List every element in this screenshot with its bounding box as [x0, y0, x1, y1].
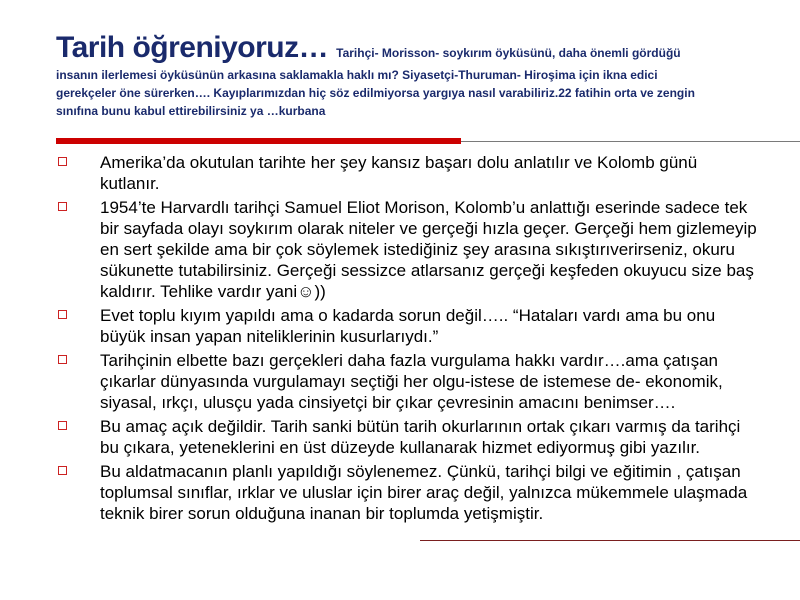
bullet-item-3: [58, 305, 758, 347]
slide-subtitle-inline: Tarihçi- Morisson- soykırım öyküsünü, daha önemli gördüğü: [336, 46, 681, 60]
square-bullet-icon: [58, 157, 67, 166]
decorative-line: [420, 540, 800, 541]
slide-title: Tarih öğreniyoruz…: [56, 31, 329, 64]
bullet-item-5: [58, 416, 758, 458]
title-line: [56, 30, 756, 66]
slide-subtitle-line-3: sınıfına bunu kabul ettirebilirsiniz ya …kurbana: [56, 104, 326, 118]
square-bullet-icon: [58, 466, 67, 475]
square-bullet-icon: [58, 421, 67, 430]
bullet-item-2: [58, 197, 758, 302]
bullet-text: Tarihçinin elbette bazı gerçekleri daha fazla vurgulama hakkı vardır….ama çatışan çıkarlar dünyasında vurgulamayı seçtiği her olgu-istese de istemese de- ekonomik, siyasal, ırkçı, ulusçu yada cinsiyetçi bir çıkar çevresinin amacını benimser….: [100, 351, 723, 412]
bullet-item-1: [58, 152, 758, 194]
bullet-item-4: [58, 350, 758, 413]
bullet-list: [58, 152, 758, 527]
square-bullet-icon: [58, 355, 67, 364]
slide-subtitle-line-2: gerekçeler öne sürerken…. Kayıplarımızdan hiç söz edilmiyorsa yargıya nasıl varabiliriz.22 fatihin orta ve zengin: [56, 86, 695, 100]
bullet-text: 1954’te Harvardlı tarihçi Samuel Eliot Morison, Kolomb’u anlattığı eserinde sadece tek bir sayfada olayı soykırım olarak niteler ve gerçeği hızla geçer. Gerçeği hem gizlemeyip en sert şekilde ama bir çok söylemek istediğiniz şey arasına sıkıştırıverirseniz, okuru sükunette tutabilirsiniz. Gerçeği sessizce atlarsanız gerçeği keşfeden okuyucu size baş kaldırır. Tehlike vardır yani☺)): [100, 198, 757, 301]
bullet-text: Evet toplu kıyım yapıldı ama o kadarda sorun değil….. “Hataları vardı ama bu onu büyük insan yapan niteliklerinin kusurlarıydı.”: [100, 306, 716, 346]
bullet-item-6: [58, 461, 758, 524]
bullet-text: Amerika’da okutulan tarihte her şey kansız başarı dolu anlatılır ve Kolomb günü kutlanır.: [100, 153, 698, 193]
square-bullet-icon: [58, 202, 67, 211]
square-bullet-icon: [58, 310, 67, 319]
title-divider-line: [461, 141, 800, 142]
title-accent-rule: [56, 138, 461, 144]
slide-subtitle-line-1: insanın ilerlemesi öyküsünün arkasına saklamakla haklı mı? Siyasetçi-Thuruman- Hiroşima için ikna edici: [56, 68, 658, 82]
bullet-text: Bu aldatmacanın planlı yapıldığı söylenemez. Çünkü, tarihçi bilgi ve eğitimin , çatışan toplumsal sınıflar, ırklar ve uluslar için birer araç değil, yalnızca mükemmele ulaşmada teknik birer sorun olduğuna inanan bir toplumda yetişmiştir.: [100, 462, 748, 523]
bullet-text: Bu amaç açık değildir. Tarih sanki bütün tarih okurlarının ortak çıkarı varmış da tarihçi bu çıkara, yeteneklerini en üst düzeyde kullanarak hizmet ediyormuş gibi yazılır.: [100, 417, 741, 457]
title-block: [56, 30, 756, 120]
